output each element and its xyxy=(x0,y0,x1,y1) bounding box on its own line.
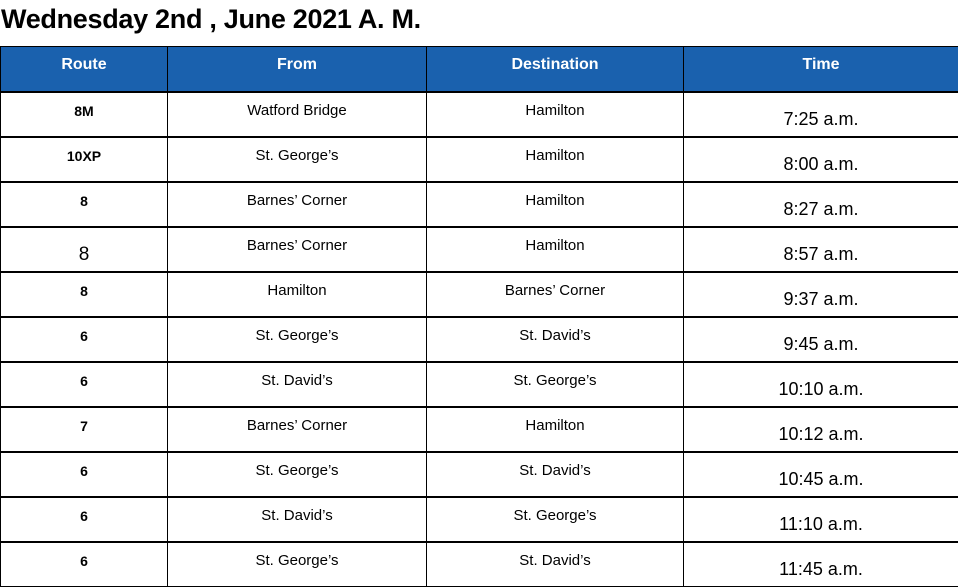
from-cell: Barnes’ Corner xyxy=(168,227,427,272)
time-cell: 8:27 a.m. xyxy=(684,182,958,227)
table-row xyxy=(1,227,958,272)
from-cell: St. George’s xyxy=(168,452,427,497)
table-row xyxy=(1,92,958,137)
from-cell: St. George’s xyxy=(168,137,427,182)
destination-cell: Hamilton xyxy=(427,227,684,272)
route-cell: 6 xyxy=(1,542,168,587)
route-cell: 10XP xyxy=(1,137,168,182)
table-row xyxy=(1,137,958,182)
route-cell: 8M xyxy=(1,92,168,137)
destination-cell: St. George’s xyxy=(427,362,684,407)
route-cell: 8 xyxy=(1,182,168,227)
table-row xyxy=(1,452,958,497)
route-cell: 8 xyxy=(1,227,168,272)
destination-cell: Hamilton xyxy=(427,407,684,452)
column-header-time: Time xyxy=(684,47,958,92)
from-cell: Barnes’ Corner xyxy=(168,182,427,227)
destination-cell: St. David’s xyxy=(427,452,684,497)
route-cell: 7 xyxy=(1,407,168,452)
from-cell: Barnes’ Corner xyxy=(168,407,427,452)
destination-cell: Hamilton xyxy=(427,92,684,137)
table-row xyxy=(1,542,958,587)
from-cell: Hamilton xyxy=(168,272,427,317)
destination-cell: St. David’s xyxy=(427,542,684,587)
column-header-destination: Destination xyxy=(427,47,684,92)
destination-cell: St. George’s xyxy=(427,497,684,542)
route-cell: 6 xyxy=(1,497,168,542)
route-cell: 6 xyxy=(1,452,168,497)
destination-cell: St. David’s xyxy=(427,317,684,362)
time-cell: 8:57 a.m. xyxy=(684,227,958,272)
from-cell: Watford Bridge xyxy=(168,92,427,137)
page-title: Wednesday 2nd , June 2021 A. M. xyxy=(1,4,421,34)
time-cell: 10:12 a.m. xyxy=(684,407,958,452)
destination-cell: Barnes’ Corner xyxy=(427,272,684,317)
from-cell: St. George’s xyxy=(168,542,427,587)
table-header-row xyxy=(1,47,958,92)
table-row xyxy=(1,272,958,317)
from-cell: St. George’s xyxy=(168,317,427,362)
route-cell: 6 xyxy=(1,317,168,362)
table-row xyxy=(1,407,958,452)
destination-cell: Hamilton xyxy=(427,137,684,182)
time-cell: 10:10 a.m. xyxy=(684,362,958,407)
time-cell: 8:00 a.m. xyxy=(684,137,958,182)
time-cell: 7:25 a.m. xyxy=(684,92,958,137)
from-cell: St. David’s xyxy=(168,497,427,542)
column-header-from: From xyxy=(168,47,427,92)
from-cell: St. David’s xyxy=(168,362,427,407)
route-cell: 8 xyxy=(1,272,168,317)
time-cell: 9:45 a.m. xyxy=(684,317,958,362)
time-cell: 11:10 a.m. xyxy=(684,497,958,542)
table-row xyxy=(1,362,958,407)
time-cell: 10:45 a.m. xyxy=(684,452,958,497)
time-cell: 9:37 a.m. xyxy=(684,272,958,317)
table-row xyxy=(1,497,958,542)
table-row xyxy=(1,317,958,362)
bus-schedule-table xyxy=(0,46,958,587)
time-cell: 11:45 a.m. xyxy=(684,542,958,587)
table-row xyxy=(1,182,958,227)
destination-cell: Hamilton xyxy=(427,182,684,227)
column-header-route: Route xyxy=(1,47,168,92)
route-cell: 6 xyxy=(1,362,168,407)
